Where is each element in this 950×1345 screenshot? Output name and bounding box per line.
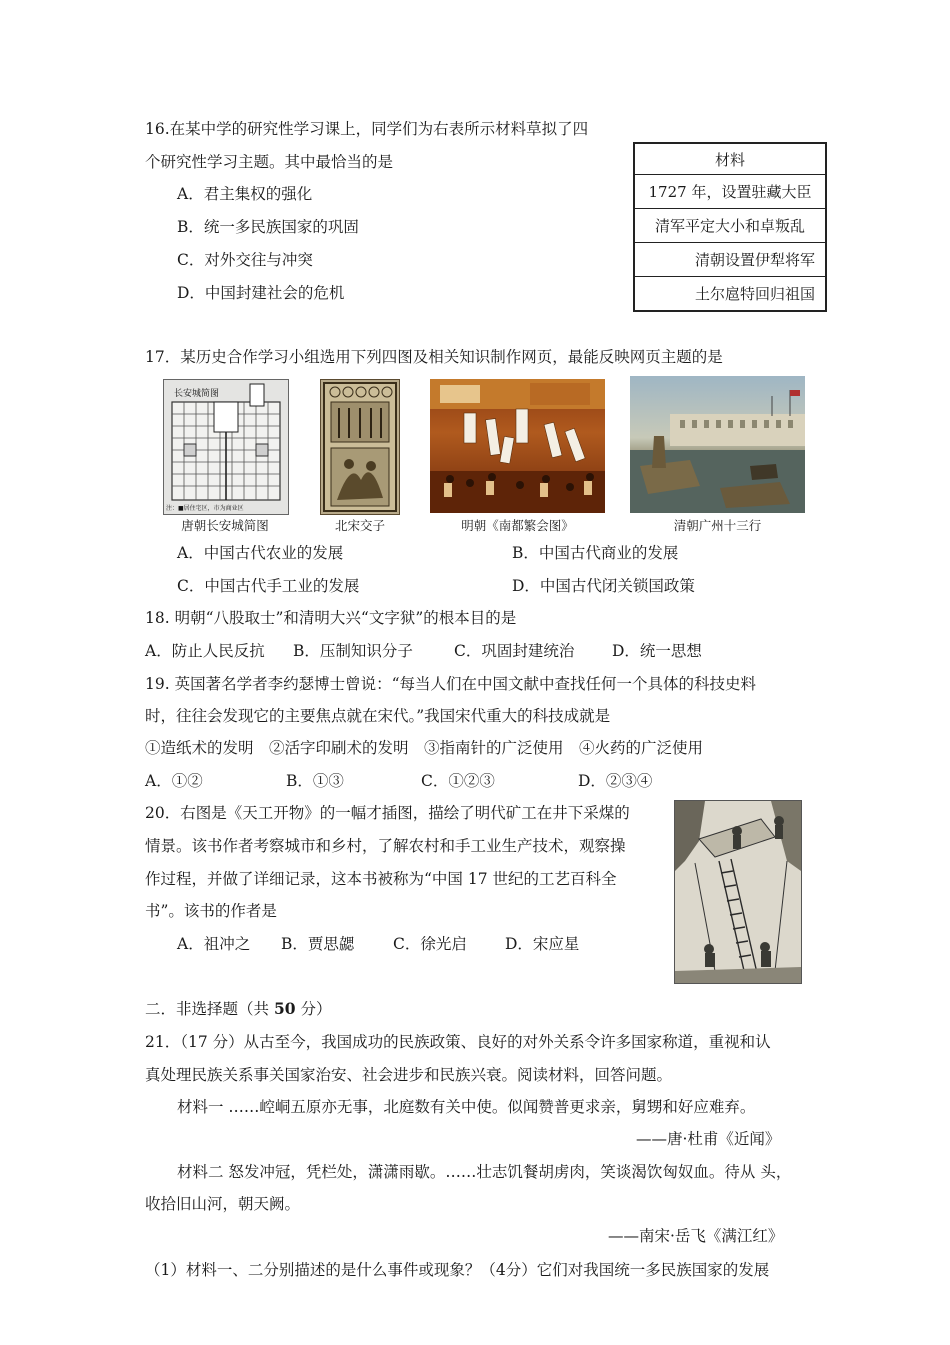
- q21-material2-line2: 收拾旧山河，朝天阙。: [145, 1195, 301, 1213]
- q20-option-b: B．贾思勰: [281, 935, 355, 953]
- section2-title-prefix: 二．非选择题（共: [145, 1000, 274, 1018]
- q16-option-a: A．君主集权的强化: [177, 185, 313, 203]
- q20-option-c: C．徐光启: [393, 935, 467, 953]
- table-row: 清军平定大小和卓叛乱: [635, 208, 825, 242]
- table-row: 清朝设置伊犁将军: [635, 242, 825, 276]
- q20-stem-line3: 作过程，并做了详细记录，这本书被称为“中国 17 世纪的工艺百科全: [145, 870, 617, 888]
- table-row: 土尔扈特回归祖国: [635, 276, 825, 310]
- section2-title-suffix: 分）: [295, 1000, 332, 1018]
- table-header: 材料: [714, 150, 745, 169]
- q17-stem: 17．某历史合作学习小组选用下列四图及相关知识制作网页，最能反映网页主题的是: [145, 348, 723, 366]
- jiaozi-image: [320, 379, 400, 515]
- nandu-painting-image: [430, 379, 605, 513]
- q16-option-c: C．对外交往与冲突: [177, 251, 313, 269]
- q19-option-b: B．①③: [286, 772, 344, 790]
- q21-material2-line1: 材料二 怒发冲冠，凭栏处，潇潇雨歇。……壮志饥餐胡虏肉，笑谈渴饮匈奴血。待从 头，: [177, 1163, 792, 1181]
- q18-option-b: B．压制知识分子: [293, 642, 413, 660]
- q17-option-c: C．中国古代手工业的发展: [177, 577, 360, 595]
- q20-option-d: D．宋应星: [505, 935, 580, 953]
- q19-stem-line1: 19. 英国著名学者李约瑟博士曾说：“每当人们在中国文献中查找任何一个具体的科技史料: [145, 675, 757, 693]
- q20-stem-line1: 20．右图是《天工开物》的一幅才插图，描绘了明代矿工在井下采煤的: [145, 804, 630, 822]
- caption-changan: 唐朝长安城简图: [181, 518, 269, 533]
- q21-material2-source: ——南宋·岳飞《满江红》: [608, 1227, 784, 1245]
- q17-option-d: D．中国古代闭关锁国政策: [512, 577, 695, 595]
- q18-option-c: C．巩固封建统治: [454, 642, 575, 660]
- changan-map-image: [163, 379, 289, 515]
- map-legend: 注：■居住宅区，市为商业区: [166, 505, 244, 512]
- q19-option-d: D．②③④: [578, 772, 653, 790]
- q16-material-table: [633, 142, 827, 312]
- q21-stem-line1: 21．（17 分）从古至今，我国成功的民族政策、良好的对外关系令许多国家称道，重视和认: [145, 1033, 771, 1051]
- q21-stem-line2: 真处理民族关系事关国家治安、社会进步和民族兴衰。阅读材料，回答问题。: [145, 1066, 673, 1084]
- thirteen-hongs-image: [630, 376, 805, 513]
- q18-stem: 18. 明朝“八股取士”和清明大兴“文字狱”的根本目的是: [145, 609, 517, 627]
- map-title: 长安城简图: [174, 389, 220, 399]
- table-row: 1727 年，设置驻藏大臣: [635, 174, 825, 208]
- q17-option-a: A．中国古代农业的发展: [177, 544, 344, 562]
- q21-subquestion-1: （1）材料一、二分别描述的是什么事件或现象？（4分）它们对我国统一多民族国家的发展: [145, 1261, 770, 1279]
- q16-option-b: B．统一多民族国家的巩固: [177, 218, 359, 236]
- q19-option-a: A．①②: [145, 772, 203, 790]
- q19-option-c: C．①②③: [421, 772, 495, 790]
- section2-title: [145, 999, 331, 1019]
- q19-items: ①造纸术的发明 ②活字印刷术的发明 ③指南针的广泛使用 ④火药的广泛使用: [145, 739, 704, 757]
- caption-nandu: 明朝《南都繁会图》: [461, 518, 574, 533]
- q21-material1: 材料一 ……崆峒五原亦无事，北庭数有关中使。似闻赞普更求亲，舅甥和好应难弃。: [177, 1098, 756, 1116]
- caption-jiaozi: 北宋交子: [334, 518, 385, 533]
- q20-stem-line4: 书”。该书的作者是: [145, 902, 277, 920]
- caption-guangzhou: 清朝广州十三行: [673, 518, 762, 533]
- q19-stem-line2: 时，往往会发现它的主要焦点就在宋代。”我国宋代重大的科技成就是: [145, 707, 611, 725]
- section2-score: 50: [273, 999, 296, 1018]
- q16-stem-line2: 个研究性学习主题。其中最恰当的是: [145, 153, 394, 171]
- q18-option-a: A．防止人民反抗: [145, 642, 265, 660]
- q20-option-a: A．祖冲之: [177, 935, 251, 953]
- q18-option-d: D．统一思想: [612, 642, 702, 660]
- tiangong-kaiwu-illustration: [674, 800, 802, 984]
- q21-material1-source: ——唐·杜甫《近闻》: [636, 1130, 781, 1148]
- q17-option-b: B．中国古代商业的发展: [512, 544, 679, 562]
- q16-option-d: D．中国封建社会的危机: [177, 284, 345, 302]
- q16-stem-line1: 16.在某中学的研究性学习课上，同学们为右表所示材料草拟了四: [145, 120, 589, 138]
- q20-stem-line2: 情景。该书作者考察城市和乡村，了解农村和手工业生产技术，观察操: [145, 837, 626, 855]
